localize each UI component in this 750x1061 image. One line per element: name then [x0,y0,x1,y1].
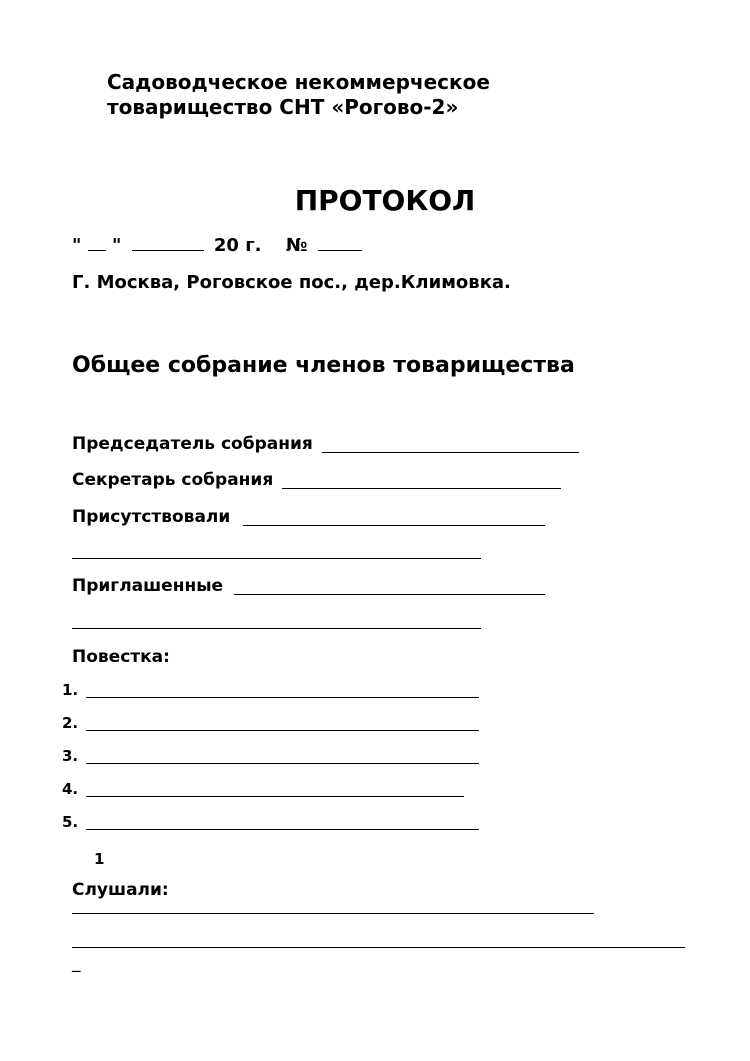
agenda-item-number: 2. [62,714,79,732]
invited-blank-line [234,594,545,595]
agenda-item-number: 3. [62,747,79,765]
agenda-item-blank-line [86,730,479,731]
agenda-item-blank-line [86,697,479,698]
agenda-item-number: 5. [62,813,79,831]
date-year: 20 г. [213,235,262,256]
trailing-dash: _ [72,953,81,973]
present-blank-line [243,525,545,526]
secretary-label: Секретарь собрания [72,470,274,490]
section-item-number: 1 [94,850,105,868]
date-quote-open: " [72,235,82,256]
date-quote-close: " [111,235,122,256]
agenda-item-number: 1. [62,681,79,699]
organization-name [107,70,490,120]
agenda-item-number: 4. [62,780,79,798]
present-label: Присутствовали [72,507,231,527]
heard-blank-line [72,913,594,914]
heard-label: Слушали: [72,880,169,900]
organization-line-2: товарищество СНТ «Рогово-2» [107,95,459,119]
secretary-blank-line [282,488,561,489]
section-title: Общее собрание членов товарищества [72,353,575,378]
organization-line-1: Садоводческое некоммерческое [107,70,490,94]
number-sign: № [285,235,308,256]
date-month-blank [132,250,204,251]
agenda-item-blank-line [86,796,464,797]
invited-label: Приглашенные [72,576,224,596]
invited-blank-line-2 [72,628,481,629]
document-title: ПРОТОКОЛ [294,184,476,217]
present-blank-line-2 [72,558,481,559]
chairman-blank-line [322,452,579,453]
heard-blank-line-2 [72,947,685,948]
meeting-location: Г. Москва, Роговское пос., дер.Климовка. [72,272,511,293]
number-blank [318,250,362,251]
agenda-label: Повестка: [72,647,170,667]
date-number-line [72,235,362,257]
agenda-item-blank-line [86,763,479,764]
date-day-blank [88,250,106,251]
agenda-item-blank-line [86,829,479,830]
chairman-label: Председатель собрания [72,434,313,454]
